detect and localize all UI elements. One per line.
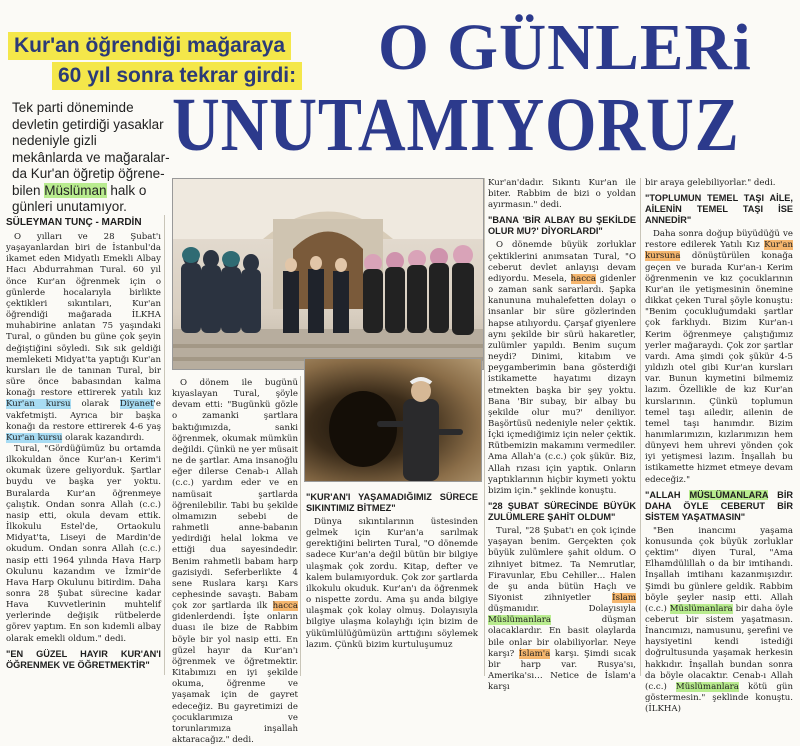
paragraph: "Ben inancımı yaşama konusunda çok büyük zorluklar çektim" diyen Tural, "Ama Elhamdülillah o da bir imtihandı. İnşallah imtihanı kazanmışızdır. Şimdi bu günlere geldik. Rabbim böyle şeyler nasip etti. Allah (c.c.) Müslümanlara bir daha öyle ceberut bir sistem yaşatmasın. İnancımızı, namusunu, şerefini ve haysiyetini kendi istediği doğrultusunda yaşamak herkesin hakkıdır. İnşallah bundan sonra da böyle olacaktır. Cenab-ı Allah (c.c.) Müslümanlara kötü gün göstermesin." şeklinde konuştu. (İLKHA) — [645, 525, 794, 715]
deck-line: günleri unutamıyor. — [12, 199, 127, 214]
paragraph: O dönemde büyük zorluklar çektiklerini anımsatan Tural, "O ceberut devlet anlayışı devam ediyordu. Mesela, hacca gidenler o zaman sank sararlardı. Şapka kanununa muhalefetten dolayı o insanlar bir süre gözlerinden hapse atılıyordu. Çarşaf giyenlere aynı şekilde bir sürü hakaretler, zulümler yapıldı. Benim suçum neydi? Dinimi, kitabım ve peygamberimin bana gösterdiği istikamette hayatımı dizayn etmekten başka bir şey yoktu. Bana 'Bir subay, bir albay bu şekilde olur mu?' deniliyor. Başörtüsü nedeniyle neler çektik. İçki içmediğimiz için neler çektik. Rütbemizin makamını vermediler. Ama Allah'a (c.c.) çok şükür. Biz, Allah rızası için yaptık. Onların yaptıklarının hiçbir kıymeti yoktu bizim için." şeklinde konuştu. — [488, 240, 636, 496]
column-divider — [484, 178, 485, 676]
highlight-islam: İslam'a — [518, 648, 551, 659]
byline: SÜLEYMAN TUNÇ - MARDİN — [6, 217, 142, 228]
highlight-hacca: hacca — [272, 601, 298, 612]
highlight-kuran-kursu: Kur'an kursu — [6, 432, 63, 443]
column-3 — [306, 488, 478, 651]
column-5 — [645, 178, 793, 715]
paragraph: Tural, "Gördüğümüz bu ortamda ilkokuldan önce Kur'an-ı Kerim'i okumak üzere geliyorduk. Şartlar buydu ve başka yer yoktu. Buralarda Kur'an öğrenmeye çalıştık. Ondan sonra Allah (c.c.) nasip etti, okula devam ettik. İlkokulu Estel'de, Ortaokulu Midyat'ta, Liseyi de Mardin'de okudum. Ondan sonra Allah (c.c.) nasip etti 1964 yılında Hava Harp Okulunu kazandım ve İzmir'de Hava Harp Okulunu bitirdim. Daha sonra 28 Şubat sürecine kadar Hava Kuvvetlerinin muhtelif yerlerinde değişik rütbelerde görev yaptım. En son kıdemli albay olarak emekli oldum." dedi. — [6, 443, 161, 644]
paragraph: Tural, "28 Şubat'ı en çok içinde yaşayan benim. Gerçekten çok büyük zulümlere şahit oldum. O zihniyet bitmez. Ta Nemrutlar, Firavunlar, Ebu Cehiller… Halen de şu anda bütün Haçlı ve Siyonist zihniyetler İslam düşmanıdır. Dolayısıyla Müslümanlara düşman olacaklardır. En basit olaylarda bile onlar bir olabiliyorlar. Neye karşı? İslam'a karşı. Şimdi sıcak bir harp var. Rusya'sı, Amerika'sı… Netice de İslam'a karşı — [488, 526, 636, 693]
deck-line: Tek parti döneminde — [12, 100, 134, 115]
highlight-muslumanlara: Müslümanlara — [675, 681, 739, 692]
subheading: "EN GÜZEL HAYIR KUR'AN'I ÖĞRENMEK VE ÖĞRETMEKTİR" — [6, 648, 161, 670]
paragraph: Daha sonra doğup büyüdüğü ve restore edilerek Yatılı Kız Kur'an kursuna dönüştürülen konağa geçen ve burada Kur'an-ı Kerim öğrenmenin ve kız çocuklarının Kur'an ile yetişmesinin önemine dikkat çeken Tural şöyle konuştu: "Benim çocukluğumdaki şartlar çok farklıydı. Bizim Kur'an-ı Kerim öğrenmeye çalıştığımız yerler mağaraydı. Çok zor şartlar vardı. Ama şimdi çok şükür 4-5 yıldızlı otel gibi Kur'an kursları var. Bunun kıymetini bilmemiz lazım. Özellikle de kız Kur'an kurslarının. Çünkü toplumun temel taşı ailedir, ailenin de temel taşı hanımdır. Bizim hanımlarımızın, kızlarımızın hem dünyevi hem uhrevi yönden çok iyi yetişmesi lazım. İnşallah bu istikamette hizmet etmeye devam edeceğiz." — [645, 229, 793, 485]
paragraph: Dünya sıkıntılarının üstesinden gelmek için Kur'an'a sarılmak gerektiğini belirten Tural, "O dönemde sadece Kur'an'a değil bütün bir bilgiye ulaşmak çok zordu. Kitap, defter ve kalem bulamıyorduk. Çok zor şartlarda ilkokulu okuduk. Kur'an'ı da öğrenmek o nispette zordu. Ama şu anda bilgiye ulaşmak çok kolay olmuş. Dolayısıyla bilgiye ulaşma kolaylığı için bizim de yükümlülüğümüzün arttığını söylemek lazım. Çünkü bizim kurtuluşumuz — [306, 517, 478, 650]
deck-line: devletin getirdiği yasaklar — [12, 116, 164, 132]
deck — [12, 100, 172, 216]
headline-line-1: O GÜNLERi — [378, 11, 752, 84]
subheading: "TOPLUMUN TEMEL TAŞI AİLE, AİLENİN TEMEL TAŞI İSE ANNEDİR" — [645, 193, 793, 226]
highlight-diyanet: Diyanet — [119, 399, 154, 410]
highlight-muslumanlara: MÜSLÜMANLARA — [689, 489, 769, 500]
paragraph: Kur'an'dadır. Sıkıntı Kur'an ile biter. Rabbim de bizi o yoldan ayırmasın." dedi. — [488, 178, 636, 211]
group-photo-illustration — [173, 179, 483, 369]
group-photo — [172, 178, 484, 370]
highlight-muslumanlara: Müslümanlara — [669, 603, 733, 614]
highlight-hacca: hacca — [570, 273, 596, 284]
subheading: "ALLAH MÜSLÜMANLARA BİR DAHA ÖYLE CEBERUT BİR SİSTEM YAŞATMASIN" — [645, 489, 793, 522]
column-1 — [6, 217, 161, 674]
column-divider — [164, 215, 165, 675]
kicker-line-2: 60 yıl sonra tekrar girdi: — [52, 62, 302, 90]
column-divider — [300, 376, 301, 676]
deck-line: bilen Müslüman halk o — [12, 182, 147, 198]
subheading: "BANA 'BİR ALBAY BU ŞEKİLDE OLUR MU?' DİYORLARDI" — [488, 215, 636, 237]
highlight-muslim: Müslüman — [44, 182, 107, 198]
cave-photo — [304, 358, 482, 482]
column-divider — [640, 178, 641, 676]
headline-line-2: UNUTAMIYORUZ — [172, 83, 740, 167]
subheading: "28 ŞUBAT SÜRECİNDE BÜYÜK ZULÜMLERE ŞAHİT OLDUM" — [488, 501, 636, 523]
highlight-kuran-kursuna: Kur'an kursuna — [645, 240, 793, 262]
highlight-islam: İslam — [612, 593, 636, 603]
column-2 — [172, 378, 298, 746]
paragraph: O yılları ve 28 Şubat'ı yaşayanlardan biri de İstanbul'da ikamet eden Midyatlı Emekli Albay Hacı Abdurrahman Tural. 60 yıl önce Kur'an öğrenmek için o günlerde hocalarıyla birlikte çektikleri sıkıntıları, Kur'an öğrendiği mağarada İLKHA muhabirine anlatan 75 yaşındaki Tural, o günden bu güne çok şeyin değiştiğini söyledi. Sık sık geldiği memleketi Midyat'ta yaptığı Kur'an kursları ile de tanınan Tural, bir süre önce babasından kalma konağı restore ettirerek yatılı kız Kur'an kursu olarak Diyanet'e vakfetmişti. Ayrıca bir başka konağı da restore ettirerek 4-6 yaş Kur'an kursu olarak kazandırdı. — [6, 232, 161, 443]
column-4 — [488, 178, 636, 693]
paragraph: O dönem ile bugünü kıyaslayan Tural, şöyle devam etti: "Bugünkü gözle o zamanki şartlara baktığımızda, sanki öğrenmek, okumak mümkün değildi. Çünkü ne yer müsait ne de şartlar. Ama insanoğlu eğer dilerse Cenab-ı Allah (c.c.) yardım eder ve en namüsait şartlarda öğrenilebilir. Tabi bu şekilde olmamızın sebebi de rahmetli anne-babanın yedirdiği helal lokma ve ettiği dua sayesindedir. Benim rahmetli babam harp gazisiydi. Seferberlikte 4 sene Ruslara karşı Kars cephesinde savaştı. Babam çok zor şartlarda ilk hacca gidenlerdendi. İşte onların duası ile bize de Rabbim böyle bir yol nasip etti. En güzel hayır da Kur'an'ı öğrenmek ve öğretmektir. Kitabımızı en iyi şekilde okuma, öğrenme ve yaşamak için de gayret edeceğiz. Bu gayretimizi de çocuklarımıza ve torunlarımıza inşallah aktaracağız." dedi. — [172, 378, 298, 745]
kicker-line-1: Kur'an öğrendiği mağaraya — [8, 32, 291, 60]
deck-line: da Kur'an öğretip öğrene- — [12, 166, 165, 181]
cave-illustration — [305, 359, 481, 481]
highlight-kuran-kursu: Kur'an kursu — [6, 399, 71, 410]
subheading: "KUR'AN'I YAŞAMADIĞIMIZ SÜRECE SIKINTIMIZ BİTMEZ" — [306, 492, 478, 513]
highlight-muslumanlara: Müslümanlara — [488, 615, 551, 626]
deck-line: nedeniyle gizli — [12, 133, 97, 148]
paragraph: bir araya gelebiliyorlar." dedi. — [645, 178, 776, 188]
deck-line: mekânlarda ve mağaralar- — [12, 149, 170, 165]
